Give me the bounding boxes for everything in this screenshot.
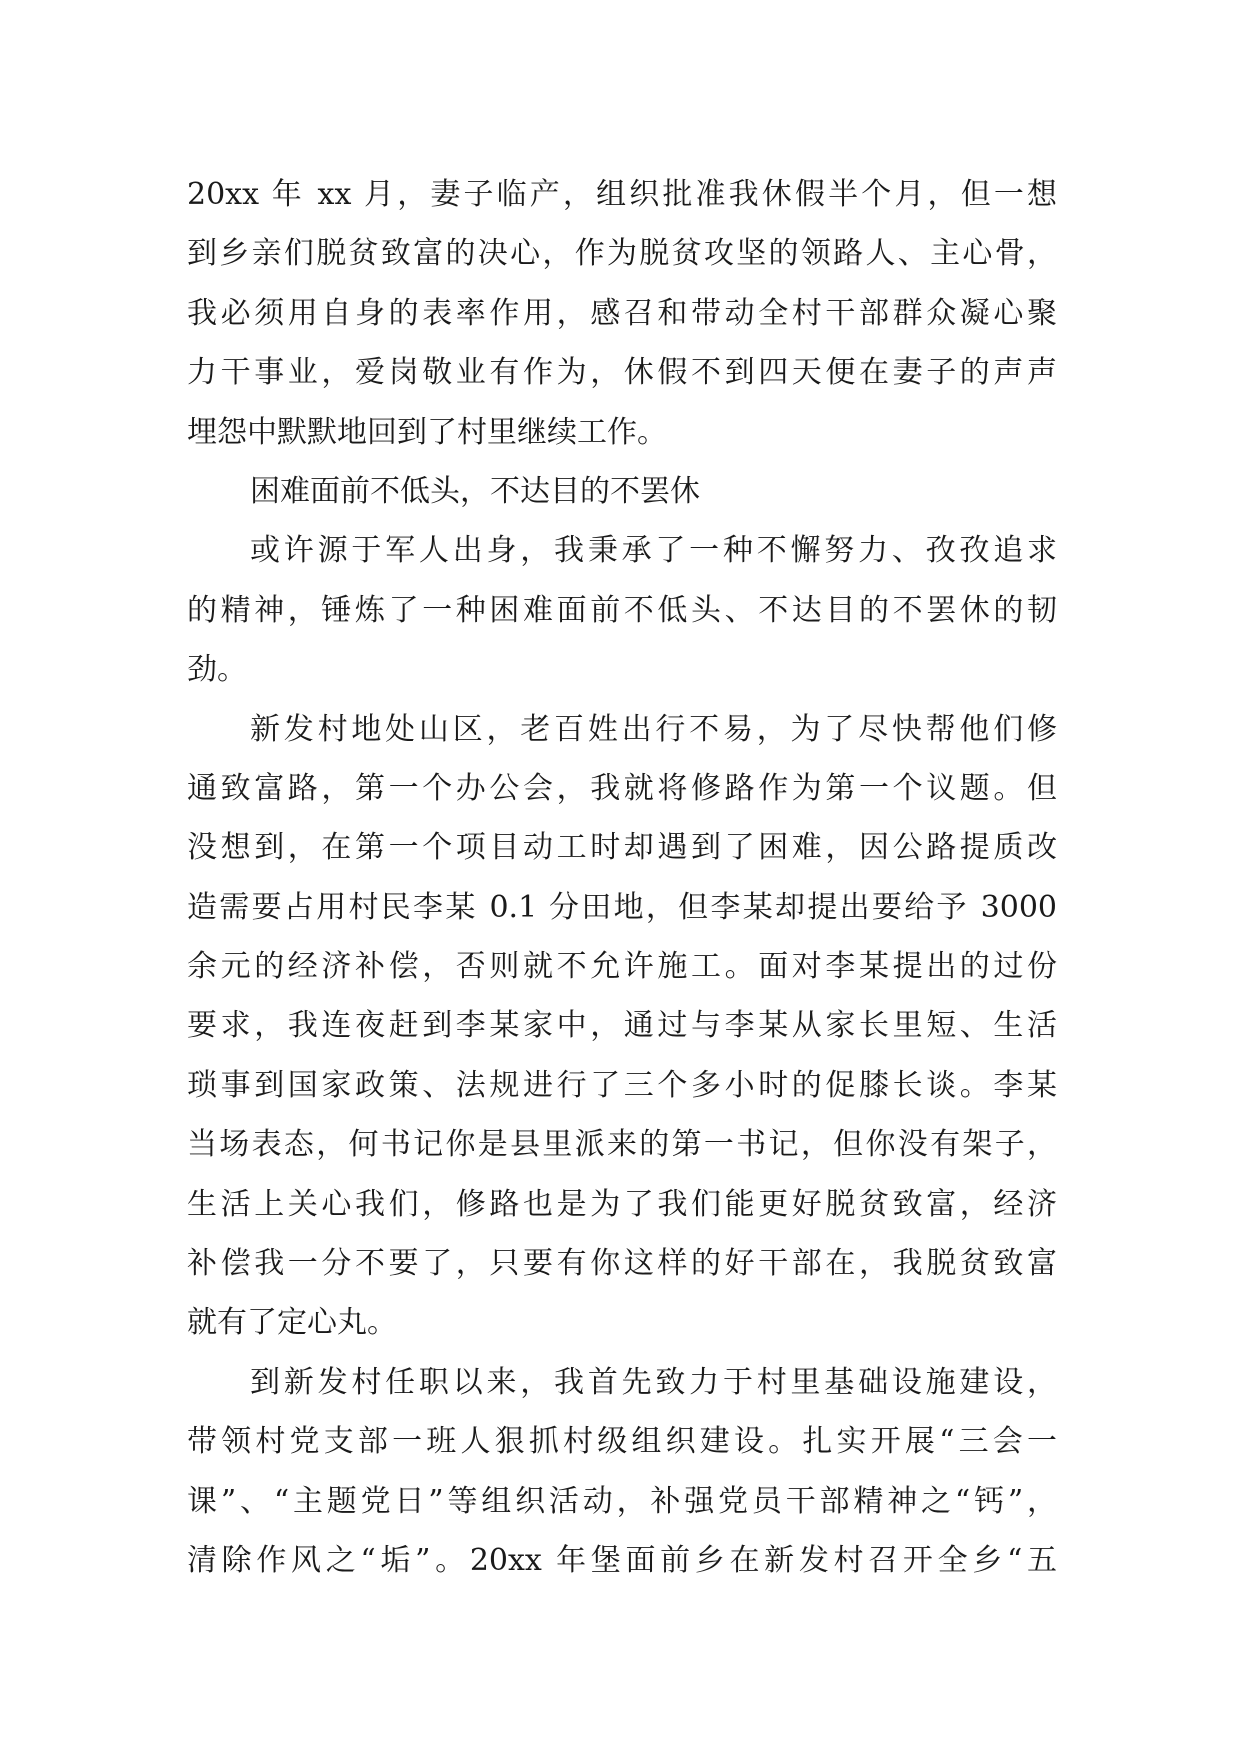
text-line: 新发村地处山区，老百姓出行不易，为了尽快帮他们修 bbox=[250, 711, 1057, 747]
document-body bbox=[187, 165, 1057, 1590]
text-line: 20xx 年 xx 月，妻子临产，组织批准我休假半个月，但一想 bbox=[187, 177, 1057, 212]
text-line: 余元的经济补偿，否则就不允许施工。面对李某提出的过份 bbox=[187, 949, 1057, 985]
paragraph bbox=[187, 165, 1057, 462]
text-line: 生活上关心我们，修路也是为了我们能更好脱贫致富，经济 bbox=[187, 1186, 1057, 1222]
text-line: 到乡亲们脱贫致富的决心，作为脱贫攻坚的领路人、主心骨， bbox=[187, 236, 1057, 272]
text-line: 琐事到国家政策、法规进行了三个多小时的促膝长谈。李某 bbox=[187, 1067, 1057, 1103]
paragraph bbox=[187, 700, 1057, 1353]
text-line: 或许源于军人出身，我秉承了一种不懈努力、孜孜追求 bbox=[250, 533, 1057, 569]
text-line: 就有了定心丸。 bbox=[187, 1305, 397, 1341]
text-line: 力干事业，爱岗敬业有作为，休假不到四天便在妻子的声声 bbox=[187, 355, 1057, 391]
text-line: 的精神，锤炼了一种困难面前不低头、不达目的不罢休的韧 bbox=[187, 592, 1057, 628]
text-line: 清除作风之“垢”。20xx 年堡面前乡在新发村召开全乡“五 bbox=[187, 1542, 1057, 1578]
text-line: 埋怨中默默地回到了村里继续工作。 bbox=[187, 414, 667, 450]
paragraph bbox=[187, 1353, 1057, 1591]
text-line: 劲。 bbox=[187, 652, 247, 688]
text-line: 没想到，在第一个项目动工时却遇到了困难，因公路提质改 bbox=[187, 830, 1057, 866]
text-line: 到新发村任职以来，我首先致力于村里基础设施建设， bbox=[250, 1364, 1057, 1400]
text-line: 课”、“主题党日”等组织活动，补强党员干部精神之“钙”， bbox=[187, 1483, 1057, 1519]
text-line: 当场表态，何书记你是县里派来的第一书记，但你没有架子， bbox=[187, 1127, 1057, 1163]
paragraph bbox=[187, 462, 1057, 521]
text-line: 带领村党支部一班人狠抓村级组织建设。扎实开展“三会一 bbox=[187, 1424, 1057, 1460]
text-line: 困难面前不低头，不达目的不罢休 bbox=[250, 473, 700, 509]
text-line: 通致富路，第一个办公会，我就将修路作为第一个议题。但 bbox=[187, 770, 1057, 806]
text-line: 造需要占用村民李某 0.1 分田地，但李某却提出要给予 3000 bbox=[187, 889, 1057, 925]
text-line: 我必须用自身的表率作用，感召和带动全村干部群众凝心聚 bbox=[187, 295, 1057, 331]
paragraph bbox=[187, 521, 1057, 699]
text-line: 补偿我一分不要了，只要有你这样的好干部在，我脱贫致富 bbox=[187, 1246, 1057, 1282]
text-line: 要求，我连夜赶到李某家中，通过与李某从家长里短、生活 bbox=[187, 1008, 1057, 1044]
